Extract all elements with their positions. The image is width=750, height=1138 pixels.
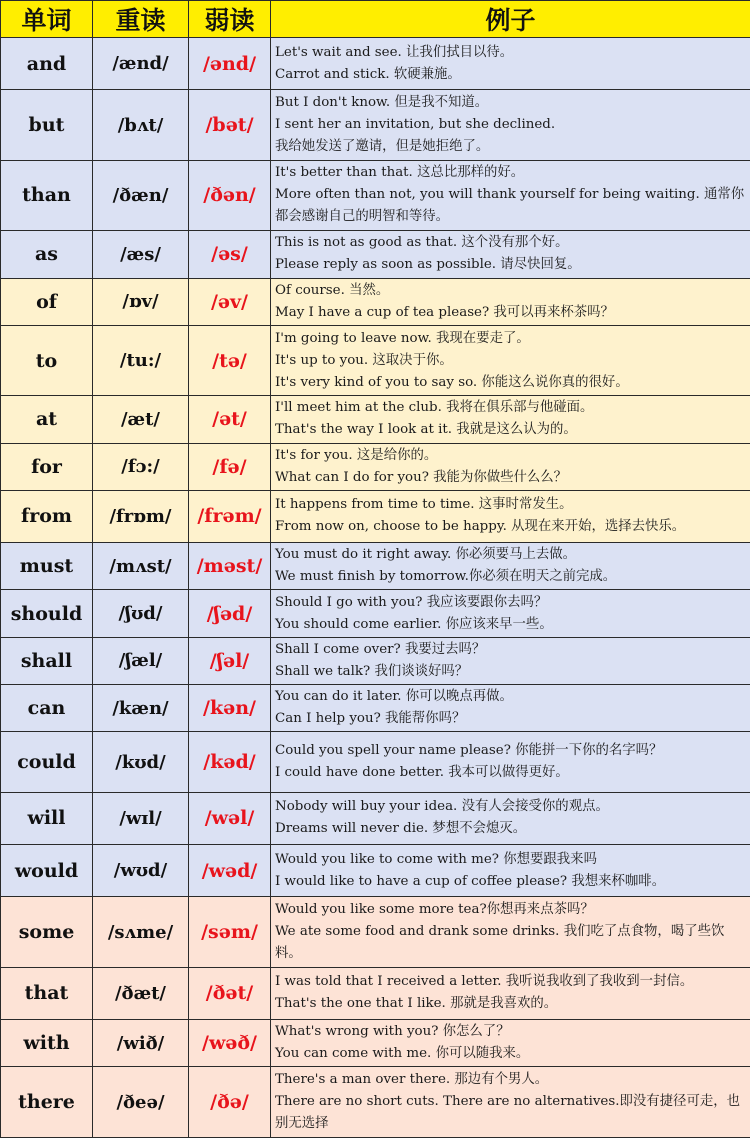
examples-cell [271, 590, 750, 637]
example-sentence: What can I do for you? 我能为你做些什么么？ [275, 469, 568, 485]
strong-form-cell: /sʌme/ [93, 897, 189, 967]
table-row [1, 967, 750, 1019]
word-cell: would [1, 845, 93, 897]
weak-form-cell: /məst/ [189, 543, 271, 590]
example-sentence: I'm going to leave now. 我现在要走了。 [275, 330, 530, 346]
examples-cell [271, 685, 750, 732]
strong-form-cell: /fɔ:/ [93, 443, 189, 490]
table-row [1, 732, 750, 792]
table-row [1, 792, 750, 844]
strong-form-cell: /wʊd/ [93, 845, 189, 897]
table-row [1, 1020, 750, 1067]
examples-cell [271, 543, 750, 590]
examples-cell [271, 792, 750, 844]
weak-form-cell: /əv/ [189, 278, 271, 325]
example-sentence: I'll meet him at the club. 我将在俱乐部与他碰面。 [275, 400, 594, 416]
strong-form-cell: /kʊd/ [93, 732, 189, 792]
example-sentence: May I have a cup of tea please? 我可以再来杯茶吗？ [275, 304, 614, 320]
header-row [1, 1, 750, 38]
weak-form-cell: /wəd/ [189, 845, 271, 897]
header-word: 单词 [1, 1, 93, 38]
table-row [1, 897, 750, 967]
examples-cell [271, 443, 750, 490]
example-sentence: You can come with me. 你可以随我来。 [275, 1046, 530, 1062]
word-cell: that [1, 967, 93, 1019]
table-row [1, 160, 750, 230]
example-sentence: What's wrong with you? 你怎么了？ [275, 1024, 510, 1040]
example-sentence: Nobody will buy your idea. 没有人会接受你的观点。 [275, 799, 609, 815]
examples-cell [271, 1020, 750, 1067]
example-sentence: Could you spell your name please? 你能拼一下你的名字吗？ [275, 743, 663, 759]
example-sentence: Please reply as soon as possible. 请尽快回复。 [275, 257, 581, 273]
weak-form-cell: /wəl/ [189, 792, 271, 844]
word-cell: with [1, 1020, 93, 1067]
example-sentence: We must finish by tomorrow.你必须在明天之前完成。 [275, 569, 617, 585]
table-row [1, 278, 750, 325]
word-cell: and [1, 38, 93, 90]
example-sentence: I sent her an invitation, but she declined. [275, 117, 556, 133]
word-cell: than [1, 160, 93, 230]
examples-cell [271, 1067, 750, 1138]
table-row [1, 590, 750, 637]
table-row [1, 685, 750, 732]
weak-form-cell: /fə/ [189, 443, 271, 490]
example-sentence: It's for you. 这是给你的。 [275, 447, 438, 463]
example-sentence: There's a man over there. 那边有个男人。 [275, 1072, 549, 1088]
examples-cell [271, 325, 750, 395]
table-row [1, 231, 750, 278]
word-cell: will [1, 792, 93, 844]
strong-form-cell: /mʌst/ [93, 543, 189, 590]
weak-form-cell: /səm/ [189, 897, 271, 967]
examples-cell [271, 490, 750, 542]
example-sentence: It's better than that. 这总比那样的好。 [275, 165, 525, 181]
example-sentence: This is not as good as that. 这个没有那个好。 [275, 235, 569, 251]
examples-cell [271, 278, 750, 325]
strong-form-cell: /frɒm/ [93, 490, 189, 542]
example-sentence: 我给她发送了邀请，但是她拒绝了。 [275, 139, 490, 155]
weak-form-cell: /kəd/ [189, 732, 271, 792]
strong-form-cell: /æt/ [93, 396, 189, 443]
example-sentence: Of course. 当然。 [275, 282, 390, 298]
weak-form-cell: /ʃəl/ [189, 637, 271, 684]
example-sentence: Dreams will never die. 梦想不会熄灭。 [275, 821, 527, 837]
examples-cell [271, 38, 750, 90]
word-cell: from [1, 490, 93, 542]
weak-form-cell: /ət/ [189, 396, 271, 443]
example-sentence: I could have done better. 我本可以做得更好。 [275, 765, 569, 781]
header-example: 例子 [271, 1, 750, 38]
table-row [1, 443, 750, 490]
word-cell: can [1, 685, 93, 732]
weak-form-cell: /kən/ [189, 685, 271, 732]
examples-cell [271, 637, 750, 684]
weak-form-cell: /ʃəd/ [189, 590, 271, 637]
example-sentence: Would you like to come with me? 你想要跟我来吗 [275, 851, 597, 867]
examples-cell [271, 732, 750, 792]
examples-cell [271, 231, 750, 278]
example-sentence: It's very kind of you to say so. 你能这么说你真的很好。 [275, 374, 629, 390]
example-sentence: There are no short cuts. There are no alternatives.即没有捷径可走，也别无选择 [275, 1094, 741, 1132]
word-cell: should [1, 590, 93, 637]
strong-form-cell: /ʃʊd/ [93, 590, 189, 637]
examples-cell [271, 90, 750, 160]
word-cell: to [1, 325, 93, 395]
example-sentence: It's up to you. 这取决于你。 [275, 352, 453, 368]
example-sentence: It happens from time to time. 这事时常发生。 [275, 497, 573, 513]
examples-cell [271, 396, 750, 443]
weak-form-cell: /əs/ [189, 231, 271, 278]
weak-form-cell: /bət/ [189, 90, 271, 160]
example-sentence: Can I help you? 我能帮你吗？ [275, 711, 466, 727]
weak-form-cell: /frəm/ [189, 490, 271, 542]
example-sentence: I was told that I received a letter. 我听说我收到了我收到一封信。 [275, 974, 694, 990]
strong-form-cell: /ænd/ [93, 38, 189, 90]
example-sentence: More often than not, you will thank yourself for being waiting. 通常你都会感谢自己的明智和等待。 [275, 187, 745, 225]
table-row [1, 543, 750, 590]
weak-form-cell: /ənd/ [189, 38, 271, 90]
strong-form-cell: /ðæt/ [93, 967, 189, 1019]
example-sentence: That's the one that I like. 那就是我喜欢的。 [275, 996, 558, 1012]
table-row [1, 38, 750, 90]
example-sentence: That's the way I look at it. 我就是这么认为的。 [275, 422, 577, 438]
word-cell: some [1, 897, 93, 967]
examples-cell [271, 845, 750, 897]
weak-form-cell: /ðən/ [189, 160, 271, 230]
word-cell: as [1, 231, 93, 278]
example-sentence: Would you like some more tea?你想再来点茶吗？ [275, 902, 594, 918]
strong-form-cell: /æs/ [93, 231, 189, 278]
table-row [1, 637, 750, 684]
word-cell: could [1, 732, 93, 792]
example-sentence: From now on, choose to be happy. 从现在来开始，选择去快乐。 [275, 519, 686, 535]
strong-form-cell: /tu:/ [93, 325, 189, 395]
table-row [1, 1067, 750, 1138]
table-row [1, 325, 750, 395]
word-cell: shall [1, 637, 93, 684]
example-sentence: Let's wait and see. 让我们拭目以待。 [275, 44, 514, 60]
word-cell: there [1, 1067, 93, 1138]
strong-form-cell: /wɪl/ [93, 792, 189, 844]
word-cell: for [1, 443, 93, 490]
example-sentence: You should come earlier. 你应该来早一些。 [275, 616, 553, 632]
table-row [1, 845, 750, 897]
strong-form-cell: /bʌt/ [93, 90, 189, 160]
strong-form-cell: /kæn/ [93, 685, 189, 732]
word-cell: of [1, 278, 93, 325]
header-weak: 弱读 [189, 1, 271, 38]
strong-form-cell: /ðæn/ [93, 160, 189, 230]
strong-form-cell: /ɒv/ [93, 278, 189, 325]
header-strong: 重读 [93, 1, 189, 38]
strong-form-cell: /ðeə/ [93, 1067, 189, 1138]
examples-cell [271, 160, 750, 230]
example-sentence: Shall we talk? 我们谈谈好吗？ [275, 663, 469, 679]
example-sentence: Should I go with you? 我应该要跟你去吗？ [275, 594, 548, 610]
example-sentence: You can do it later. 你可以晚点再做。 [275, 689, 513, 705]
example-sentence: We ate some food and drank some drinks. 我们吃了点食物，喝了些饮料。 [275, 924, 725, 962]
example-sentence: You must do it right away. 你必须要马上去做。 [275, 547, 577, 563]
table-row [1, 90, 750, 160]
weak-form-cell: /tə/ [189, 325, 271, 395]
strong-form-cell: /wið/ [93, 1020, 189, 1067]
strong-form-cell: /ʃæl/ [93, 637, 189, 684]
examples-cell [271, 897, 750, 967]
weak-form-cell: /ðə/ [189, 1067, 271, 1138]
examples-cell [271, 967, 750, 1019]
table-row [1, 396, 750, 443]
weak-form-cell: /ðət/ [189, 967, 271, 1019]
example-sentence: I would like to have a cup of coffee please? 我想来杯咖啡。 [275, 873, 666, 889]
word-cell: must [1, 543, 93, 590]
example-sentence: Shall I come over? 我要过去吗？ [275, 641, 486, 657]
example-sentence: Carrot and stick. 软硬兼施。 [275, 66, 461, 82]
weak-form-cell: /wəð/ [189, 1020, 271, 1067]
table-row [1, 490, 750, 542]
example-sentence: But I don't know. 但是我不知道。 [275, 95, 489, 111]
word-cell: but [1, 90, 93, 160]
word-cell: at [1, 396, 93, 443]
